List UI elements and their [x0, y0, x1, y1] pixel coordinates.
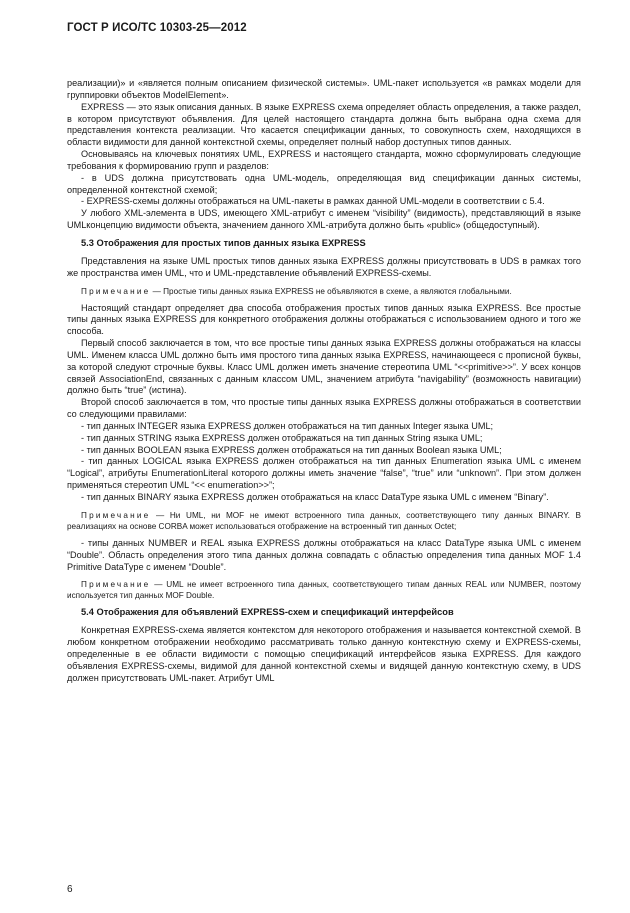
- note: [67, 286, 581, 297]
- section-heading-5-4: 5.4 Отображения для объявлений EXPRESS-схем и спецификаций интерфейсов: [81, 607, 454, 618]
- page-body: [67, 78, 581, 684]
- list-item: - тип данных BOOLEAN языка EXPRESS должен отображаться на тип данных Boolean языка UML;: [81, 444, 502, 455]
- list-item: - EXPRESS-схемы должны отображаться на UML-пакеты в рамках данной UML-модели в соответствии с 5.4.: [81, 196, 545, 207]
- paragraph: реализации)» и «является полным описанием физической системы». UML-пакет используется «в рамках модели для группировки объектов ModelElement».: [67, 78, 581, 100]
- list-item: - в UDS должна присутствовать одна UML-модель, определяющая вид спецификации данных системы, определенной контекстной схемой;: [67, 172, 581, 195]
- paragraph: Первый способ заключается в том, что все простые типы данных языка EXPRESS должны отображаться на классы UML. Именем класса UML должно быть имя простого типа данных языка EXPRESS, начинающееся с прописной буквы, за которой следуют строчные буквы. Класс UML должен иметь значение стереотипа UML “<<primitive>>”. У всех концов связей AssociationEnd, связанных с данным классом UML, значением атрибута “navigability” (возможность навигации) должно быть “true” (истина).: [67, 338, 581, 396]
- paragraph: Второй способ заключается в том, что простые типы данных языка EXPRESS должны отображаться в соответствии со следующими правилами:: [67, 397, 581, 420]
- list-item: - тип данных STRING языка EXPRESS должен отображаться на тип данных String языка UML;: [81, 432, 483, 443]
- note: [67, 579, 581, 601]
- note-text: — Простые типы данных языка EXPRESS не объявляются в схеме, а являются глобальными.: [150, 286, 512, 296]
- note-text: — UML не имеет встроенного типа данных, соответствующего типам данных REAL или NUMBER, поэтому используется тип данных MOF Double.: [67, 580, 581, 601]
- list-item: - тип данных BINARY языка EXPRESS должен отображаться на класс DataType языка UML с именем “Binary”.: [81, 492, 549, 502]
- paragraph: Конкретная EXPRESS-схема является контекстом для некоторого отображения и называется контекстной схемой. В любом конкретном отображении необходимо рассматривать только данную контекстную схему и EXPRESS-схемы, определенные в ее области видимости с помощью спецификаций интерфейсов языка EXPRESS. Для каждого объявления EXPRESS-схемы, видимой для данной контекстной схемы и видящей данную контекстную схему, в UDS должен присутствовать UML-пакет. Атрибут UML: [67, 625, 581, 683]
- paragraph: Настоящий стандарт определяет два способа отображения простых типов данных языка EXPRESS. Все простые типы данных языка EXPRESS для конкретного отображения должны отображаться с использованием одного и того же способа.: [67, 302, 581, 337]
- paragraph: У любого XML-элемента в UDS, имеющего XML-атрибут с именем “visibility” (видимость), представляющий в языке UMLконцепцию видимости объекта, значением данного XML-атрибута должно быть «public» (общедоступный).: [67, 208, 581, 231]
- document-header: ГОСТ Р ИСО/ТС 10303-25—2012: [67, 22, 247, 34]
- note-text: — Ни UML, ни MOF не имеют встроенного типа данных, соответствующего типу данных BINARY. В реализациях на основе CORBA может использоваться отображение на встроенный тип данных Octet;: [67, 510, 581, 531]
- paragraph: EXPRESS — это язык описания данных. В языке EXPRESS схема определяет область определения, а также раздел, в котором присутствуют объявления. Для целей настоящего стандарта должна быть выбрана одна схема для представления контекста реализации. Что касается спецификации данных, то совокупность схем, находящихся в области видимости для данной контекстной схемы, определяет полный набор доступных типов данных.: [67, 101, 581, 148]
- paragraph: Основываясь на ключевых понятиях UML, EXPRESS и настоящего стандарта, можно сформулировать следующие требования к формированию групп и разделов:: [67, 149, 581, 171]
- paragraph: Представления на языке UML простых типов данных языка EXPRESS должны присутствовать в UDS в рамках того же пространства имен UML, что и UML-представление объявлений EXPRESS-схемы.: [67, 255, 581, 278]
- list-item: - тип данных INTEGER языка EXPRESS должен отображаться на тип данных Integer языка UML;: [81, 420, 494, 431]
- list-item: - тип данных LOGICAL языка EXPRESS должен отображаться на тип данных Enumeration языка UML с именем “Logical”, атрибуты EnumerationLiteral которого должны иметь значение “false”, “true” или “unknown”. При этом должен применяться стереотип UML “<< enumeration>>”;: [67, 456, 581, 491]
- note-label: Примечание: [81, 580, 151, 590]
- note: [67, 510, 581, 532]
- note-label: Примечание: [81, 286, 151, 296]
- list-item: - типы данных NUMBER и REAL языка EXPRESS должны отображаться на класс DataType языка UML с именем “Double”. Область определения этого типа данных должна совпадать с областью определения типа данных MOF 1.4 Primitive DataType с именем “Double”.: [67, 537, 581, 572]
- page-number: 6: [67, 884, 73, 895]
- section-heading-5-3: 5.3 Отображения для простых типов данных языка EXPRESS: [81, 237, 366, 248]
- note-label: Примечание: [81, 510, 151, 520]
